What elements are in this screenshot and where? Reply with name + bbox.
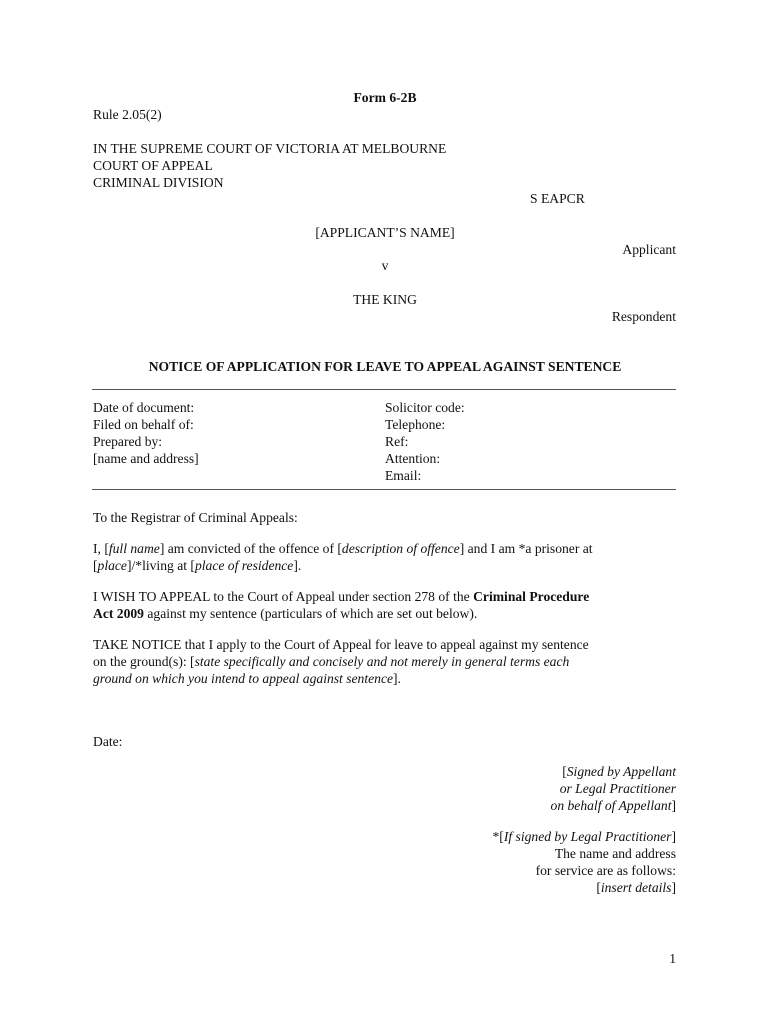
details-right (385, 399, 465, 484)
rule-reference: Rule 2.05(2) (93, 107, 162, 122)
act-name-part-2: Act 2009 (93, 606, 144, 621)
case-number: S EAPCR (530, 191, 585, 206)
residence-placeholder: place of residence (194, 558, 294, 573)
grounds-placeholder-2: ground on which you intend to appeal against sentence (93, 671, 394, 686)
court-line-3: CRIMINAL DIVISION (93, 175, 224, 190)
divider-top (92, 389, 676, 390)
date-label: Date: (93, 734, 123, 749)
respondent-role: Respondent (611, 309, 676, 324)
offence-placeholder: description of offence (341, 541, 460, 556)
versus: v (381, 258, 389, 273)
applicant-role: Applicant (622, 242, 676, 257)
applicant-name: [APPLICANT’S NAME] (315, 225, 455, 240)
date-of-document-label: Date of document: (93, 400, 195, 415)
divider-bottom (92, 489, 676, 490)
act-name-part-1: Criminal Procedure (473, 589, 590, 604)
telephone-label: Telephone: (385, 417, 446, 432)
court-line-1: IN THE SUPREME COURT OF VICTORIA AT MELBOURNE (93, 141, 447, 156)
place-placeholder: place (97, 558, 127, 573)
respondent-name: THE KING (353, 292, 417, 307)
name-and-address-label: [name and address] (93, 451, 199, 466)
notice-title: NOTICE OF APPLICATION FOR LEAVE TO APPEAL AGAINST SENTENCE (148, 359, 622, 374)
solicitor-code-label: Solicitor code: (385, 400, 465, 415)
court-heading (93, 140, 446, 191)
appeal-paragraph: I WISH TO APPEAL to the Court of Appeal under section 278 of the Criminal Procedure Act 2009 against my sentence (particulars of which are set out below). (93, 589, 590, 621)
court-line-2: COURT OF APPEAL (93, 158, 213, 173)
attention-label: Attention: (385, 451, 441, 466)
practitioner-block: *[If signed by Legal Practitioner] The name and address for service are as follows: [insert details] (492, 829, 676, 895)
full-name-placeholder: full name (108, 541, 160, 556)
form-title: Form 6-2B (353, 90, 417, 105)
email-label: Email: (385, 468, 422, 483)
grounds-paragraph: TAKE NOTICE that I apply to the Court of Appeal for leave to appeal against my sentence on the ground(s): [state specifically and concisely and not merely in general terms each ground on which you intend to appeal against sentence]. (93, 637, 589, 686)
signature-block: [Signed by Appellant or Legal Practitioner on behalf of Appellant] (550, 764, 676, 813)
details-left (93, 399, 199, 467)
addressee: To the Registrar of Criminal Appeals: (93, 510, 298, 525)
conviction-paragraph: I, [full name] am convicted of the offence of [description of offence] and I am *a prisoner at [place]/*living at [place of residence]. (93, 541, 593, 573)
prepared-by-label: Prepared by: (93, 434, 163, 449)
grounds-placeholder-1: state specifically and concisely and not merely in general terms each (194, 654, 570, 669)
filed-on-behalf-label: Filed on behalf of: (93, 417, 194, 432)
page-number: 1 (669, 951, 676, 966)
ref-label: Ref: (385, 434, 409, 449)
